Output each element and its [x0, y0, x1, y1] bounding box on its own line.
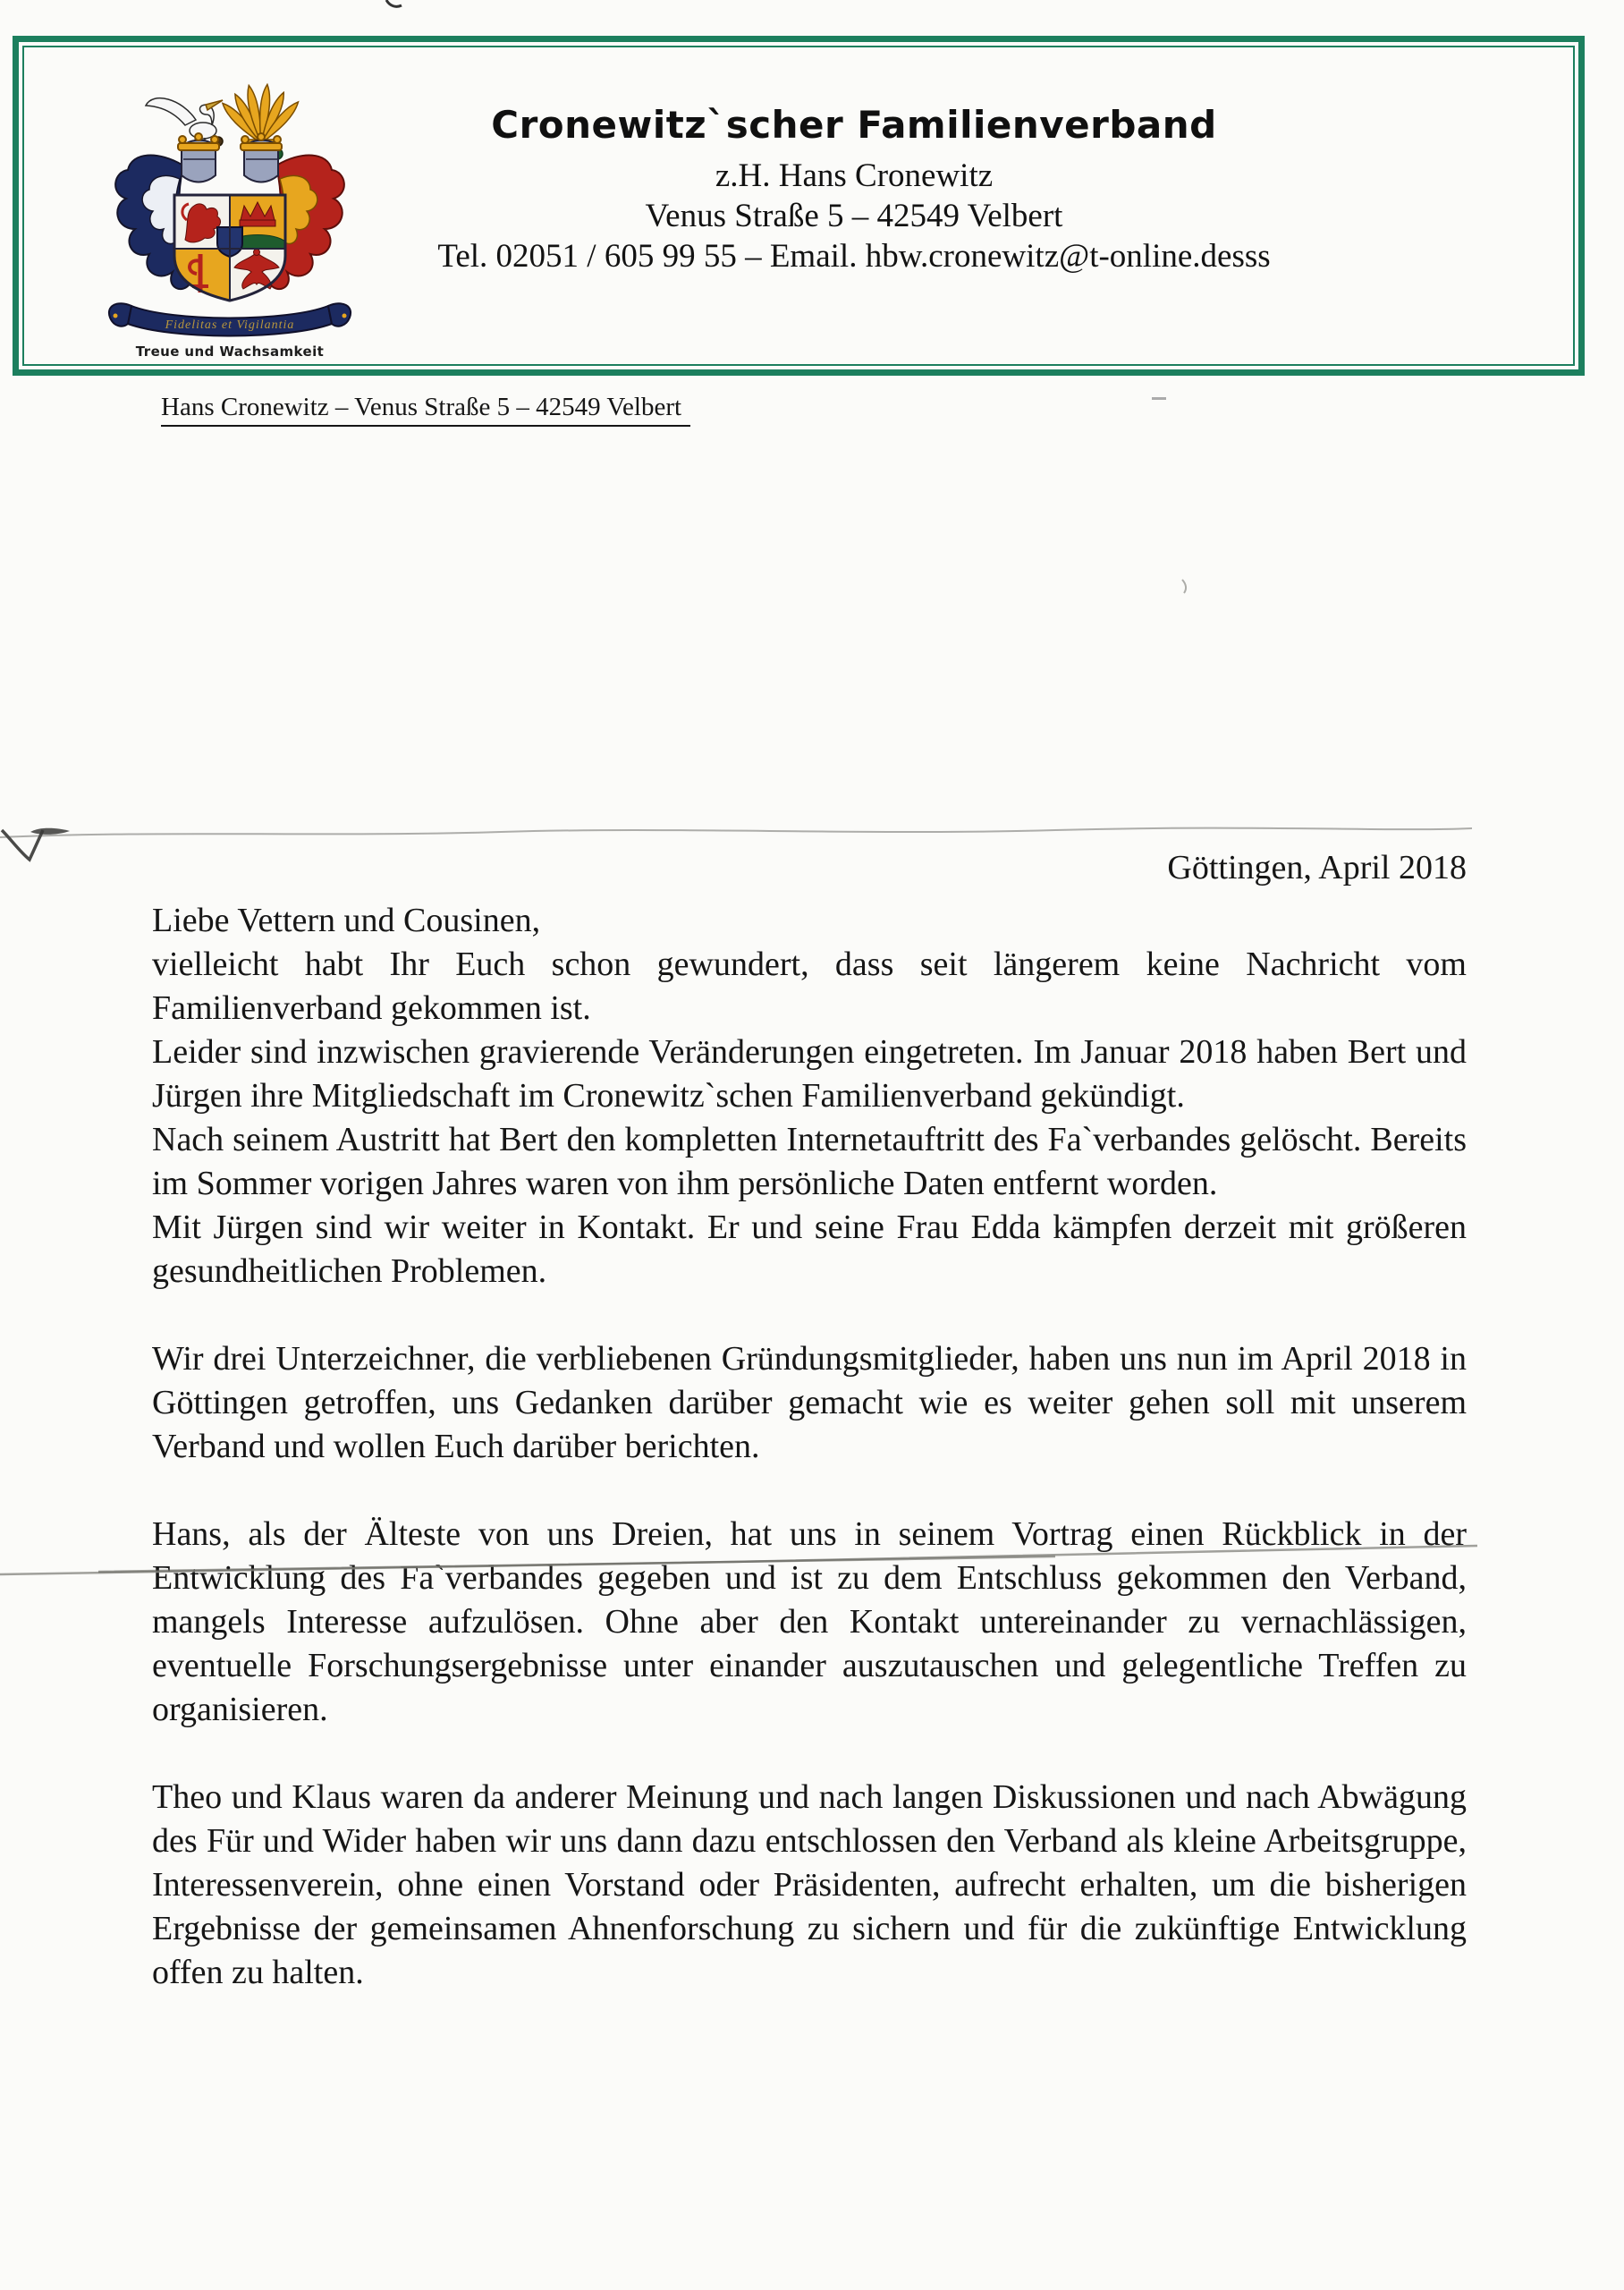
scan-crease-line-top	[0, 828, 1472, 837]
top-edge-mark	[386, 0, 402, 6]
paragraph-1: vielleicht habt Ihr Euch schon gewundert, dass seit längerem keine Nachricht vom Familienverband gekommen ist.	[152, 946, 1467, 1027]
paragraph-4: Mit Jürgen sind wir weiter in Kontakt. Er und seine Frau Edda kämpfen derzeit mit größeren gesundheitlichen Problemen.	[152, 1209, 1467, 1290]
salutation: Liebe Vettern und Cousinen,	[152, 902, 541, 939]
address-line: Venus Straße 5 – 42549 Velbert	[645, 198, 1063, 234]
paragraph-6: Hans, als der Älteste von uns Dreien, hat uns in seinem Vortrag einen Rückblick in der Entwicklung des Fa`verbandes gegeben und ist zu dem Entschluss gekommen den Verband, mangels Interesse aufzulösen. Ohne aber den Kontakt untereinander zu vernachlässigen, eventuelle Forschungsergebnisse unter einander auszutauschen und gelegentliche Treffen zu organisieren.	[152, 1515, 1467, 1728]
crest-caption: Treue und Wachsamkeit	[135, 344, 325, 360]
paragraph-7: Theo und Klaus waren da anderer Meinung und nach langen Diskussionen und nach Abwägung des Für und Wider haben wir uns dann dazu entschlossen den Verband als kleine Arbeitsgruppe, Interessenverein, ohne einen Vorstand oder Präsidenten, aufrecht erhalten, um die bisherigen Ergebnisse der gemeinsamen Ahnenforschung zu sichern und für die zukünftige Entwicklung offen zu halten.	[152, 1778, 1467, 1991]
sender-line: Hans Cronewitz – Venus Straße 5 – 42549 Velbert	[161, 392, 690, 427]
letterhead-text	[241, 100, 1467, 276]
paragraph-3: Nach seinem Austritt hat Bert den kompletten Internetauftritt des Fa`verbandes gelöscht. Bereits im Sommer vorigen Jahres waren von ihm persönliche Daten entfernt worden.	[152, 1121, 1467, 1202]
pen-checkmark	[2, 830, 43, 860]
crest-motto: Fidelitas et Vigilantia	[165, 318, 295, 332]
paragraph-5: Wir drei Unterzeichner, die verbliebenen Gründungsmitglieder, haben uns nun im April 2018 in Göttingen getroffen, uns Gedanken darüber gemacht wie es weiter gehen soll mit unserem Verband und wollen Euch darüber berichten.	[152, 1340, 1467, 1465]
letter-body	[152, 846, 1467, 1995]
dateline: Göttingen, April 2018	[1167, 849, 1467, 886]
small-dash-artifact	[1152, 397, 1166, 400]
small-squiggle-artifact	[1182, 580, 1186, 593]
organization-name: Cronewitz`scher Familienverband	[491, 103, 1217, 147]
attention-line: z.H. Hans Cronewitz	[715, 157, 994, 194]
paragraph-2: Leider sind inzwischen gravierende Veränderungen eingetreten. Im Januar 2018 haben Bert und Jürgen ihre Mitgliedschaft im Cronewitz`schen Familienverband gekündigt.	[152, 1033, 1467, 1115]
pen-smudge	[30, 828, 70, 835]
contact-line: Tel. 02051 / 605 99 55 – Email. hbw.cronewitz@t-online.desss	[437, 238, 1271, 275]
